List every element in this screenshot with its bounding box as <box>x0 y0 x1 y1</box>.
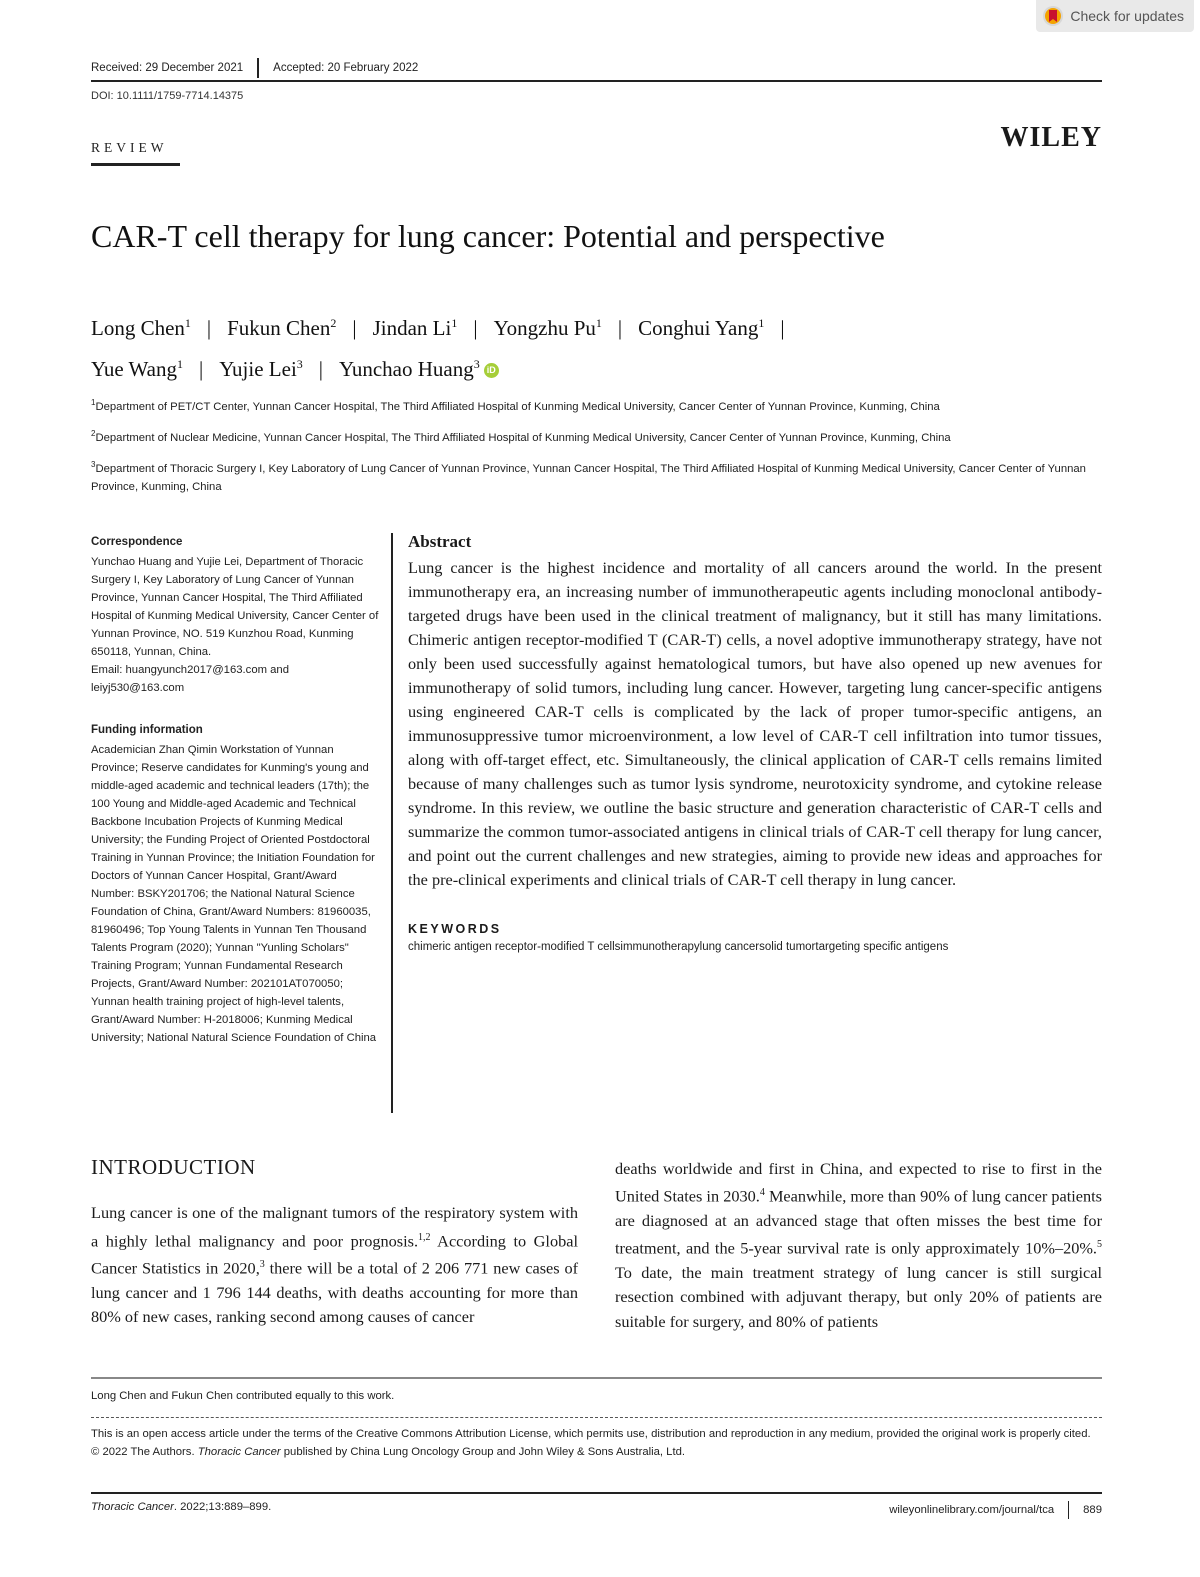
article-title: CAR-T cell therapy for lung cancer: Potential and perspective <box>91 218 885 254</box>
author-list <box>91 305 1102 387</box>
author[interactable]: Yue Wang$^1$ <box>91 357 183 381</box>
article-type: REVIEW <box>91 140 168 155</box>
author-separator: | <box>780 316 785 340</box>
footer-right <box>889 1501 1102 1519</box>
license-text: This is an open access article under the terms of the Creative Commons Attribution License, which permits use, distribution and reproduction in any medium, provided the original work is properly cited. <box>91 1428 1091 1440</box>
author[interactable]: Jindan Li$^1$ <box>372 316 458 340</box>
footer-rule <box>91 1492 1102 1494</box>
abstract-text: Lung cancer is the highest incidence and mortality of all cancers around the world. In the present immunotherapy era, an increasing number of immunotherapeutic agents including monoclonal antibody-targeted drugs have been used in the clinical treatment of malignancy, but it still has many limitations. Chimeric antigen receptor-modified T (CAR-T) cells, a novel adoptive immunotherapy strategy, have not only been used successfully against hematological tumors, but have also opened up new avenues for immunotherapy of solid tumors, including lung cancer. However, targeting lung cancer-specific antigens using engineered CAR-T cells is complicated by the lack of proper tumor-specific antigens, an immunosuppressive tumor microenvironment, a low level of CAR-T cell infiltration into tumor tissues, along with off-target effect, etc. Simultaneously, the clinical application of CAR-T cells remains limited because of many challenges such as tumor lysis syndrome, neurotoxicity syndrome, and cytokine release syndrome. In this review, we outline the basic structure and generation characteristic of CAR-T cells and summarize the common tumor-associated antigens in clinical trials of CAR-T cell therapy for lung cancer, and point out the current challenges and new strategies, aiming to provide new ideas and approaches for the pre-clinical experiments and clinical trials of CAR-T cell therapy in lung cancer. <box>408 558 1102 889</box>
footer-citation: Thoracic Cancer. 2022;13:889–899. <box>91 1501 272 1513</box>
author-separator: | <box>473 316 478 340</box>
funding-heading: Funding information <box>91 724 203 736</box>
affiliation: $^2$Department of Nuclear Medicine, Yunnan Cancer Hospital, The Third Affiliated Hospital of Kunming Medical University, Cancer Center of Yunnan Province, Kunming, China <box>91 428 951 444</box>
intro-heading: INTRODUCTION <box>91 1155 256 1179</box>
citation-ref[interactable]: 4 <box>759 1187 765 1199</box>
abstract-section <box>408 532 1102 953</box>
footer-divider <box>1068 1501 1069 1519</box>
author[interactable]: Yunchao Huang$^3$ <box>339 357 480 381</box>
author[interactable]: Yujie Lei$^3$ <box>219 357 303 381</box>
sidebar <box>91 533 381 1047</box>
intro-right-column <box>615 1157 1102 1334</box>
correspondence-email[interactable]: Email: huangyunch2017@163.com and leiyj530@163.com <box>91 664 289 694</box>
page-number: 889 <box>1083 1504 1102 1516</box>
author-separator: | <box>199 357 204 381</box>
intro-paragraph-right: deaths worldwide and first in China, and expected to rise to first in the United States in 2030.$^4$ Meanwhile, more than 90% of lung cancer patients are diagnosed at an advanced stage that often misses the best time for treatment, and the 5-year survival rate is only approximately 10%–20%.$^5$ To date, the main treatment strategy of lung cancer is still surgical resection combined with adjuvant therapy, but only 20% of patients are suitable for surgery, and 80% of patients <box>615 1159 1102 1331</box>
footnote-rule <box>91 1377 1102 1379</box>
correspondence-text: Yunchao Huang and Yujie Lei, Department of Thoracic Surgery I, Key Laboratory of Lung Cancer of Yunnan Province, Yunnan Cancer Hospital, The Third Affiliated Hospital of Kunming Medical University, Cancer Center of Yunnan Province, NO. 519 Kunzhou Road, Kunming 650118, Yunnan, China. <box>91 556 379 658</box>
citation-ref[interactable]: 5 <box>1097 1239 1102 1251</box>
check-for-updates-badge[interactable] <box>1036 0 1194 32</box>
funding-text: Academician Zhan Qimin Workstation of Yunnan Province; Reserve candidates for Kunming's young and middle-aged academic and technical leaders (17th); the 100 Young and Middle-aged Academic and Technical Backbone Incubation Projects of Kunming Medical University; the Funding Project of Oriented Postdoctoral Training in Yunnan Province; the Initiation Foundation for Doctors of Yunnan Cancer Hospital, Grant/Award Number: BSKY201706; the National Natural Science Foundation of China, Grant/Award Numbers: 81960035, 81960496; Top Young Talents in Yunnan Ten Thousand Talents Program (2020); Yunnan "Yunling Scholars" Training Program; Yunnan Fundamental Research Projects, Grant/Award Number: 202101AT070050; Yunnan health training project of high-level talents, Grant/Award Number: H-2018006; Kunming Medical University; National Natural Science Foundation of China <box>91 744 377 1044</box>
received-date: Received: 29 December 2021 <box>91 62 244 74</box>
journal-url[interactable]: wileyonlinelibrary.com/journal/tca <box>889 1504 1055 1516</box>
abstract-heading: Abstract <box>408 532 472 551</box>
author-separator: | <box>318 357 323 381</box>
accepted-date: Accepted: 20 February 2022 <box>273 62 419 74</box>
author-separator: | <box>206 316 212 340</box>
keywords-list: chimeric antigen receptor-modified T cellsimmunotherapylung cancersolid tumortargeting specific antigens <box>408 941 949 953</box>
intro-left-column <box>91 1155 578 1330</box>
author[interactable]: Conghui Yang$^1$ <box>638 316 765 340</box>
citation-ref[interactable]: 3 <box>259 1259 265 1271</box>
check-for-updates-label: Check for updates <box>1070 8 1184 24</box>
equal-contribution-note: Long Chen and Fukun Chen contributed equally to this work. <box>91 1390 395 1402</box>
citation-ref[interactable]: 1,2 <box>418 1231 431 1243</box>
doi[interactable]: DOI: 10.1111/1759-7714.14375 <box>91 90 244 102</box>
affiliation: $^3$Department of Thoracic Surgery I, Key Laboratory of Lung Cancer of Yunnan Province, Yunnan Cancer Hospital, The Third Affiliated Hospital of Kunming Medical University, Cancer Center of Yunnan Province, Kunming, China <box>91 459 1086 494</box>
bookmark-icon <box>1042 5 1064 27</box>
dates-divider <box>257 58 259 78</box>
article-type-underline <box>91 163 180 166</box>
publisher-logo: WILEY <box>1000 122 1102 153</box>
correspondence-heading: Correspondence <box>91 536 183 548</box>
intro-paragraph-left: Lung cancer is one of the malignant tumors of the respiratory system with a highly lethal malignancy and poor prognosis.$^{1,2}$ According to Global Cancer Statistics in 2020,$^3$ there will be a total of 2 206 771 new cases of lung cancer and 1 796 144 deaths, with deaths accounting for more than 80% of new cases, ranking second among causes of cancer <box>91 1203 579 1327</box>
license-notes <box>91 1425 1102 1461</box>
footnote-dashed-rule <box>91 1417 1102 1418</box>
affiliations <box>91 393 1102 504</box>
author[interactable]: Fukun Chen$^2$ <box>227 316 337 340</box>
author[interactable]: Long Chen$^1$ <box>91 316 191 340</box>
orcid-icon[interactable]: iD <box>484 363 499 378</box>
sidebar-divider <box>391 533 393 1113</box>
header-rule <box>91 80 1102 82</box>
keywords-heading: KEYWORDS <box>408 922 502 936</box>
author[interactable]: Yongzhu Pu$^1$ <box>493 316 602 340</box>
author-separator: | <box>617 316 623 340</box>
copyright-text: © 2022 The Authors. Thoracic Cancer published by China Lung Oncology Group and John Wiley & Sons Australia, Ltd. <box>91 1446 686 1458</box>
dates-line <box>91 58 1102 78</box>
affiliation: $^1$Department of PET/CT Center, Yunnan Cancer Hospital, The Third Affiliated Hospital of Kunming Medical University, Cancer Center of Yunnan Province, Kunming, China <box>91 398 940 413</box>
author-separator: | <box>352 316 357 340</box>
